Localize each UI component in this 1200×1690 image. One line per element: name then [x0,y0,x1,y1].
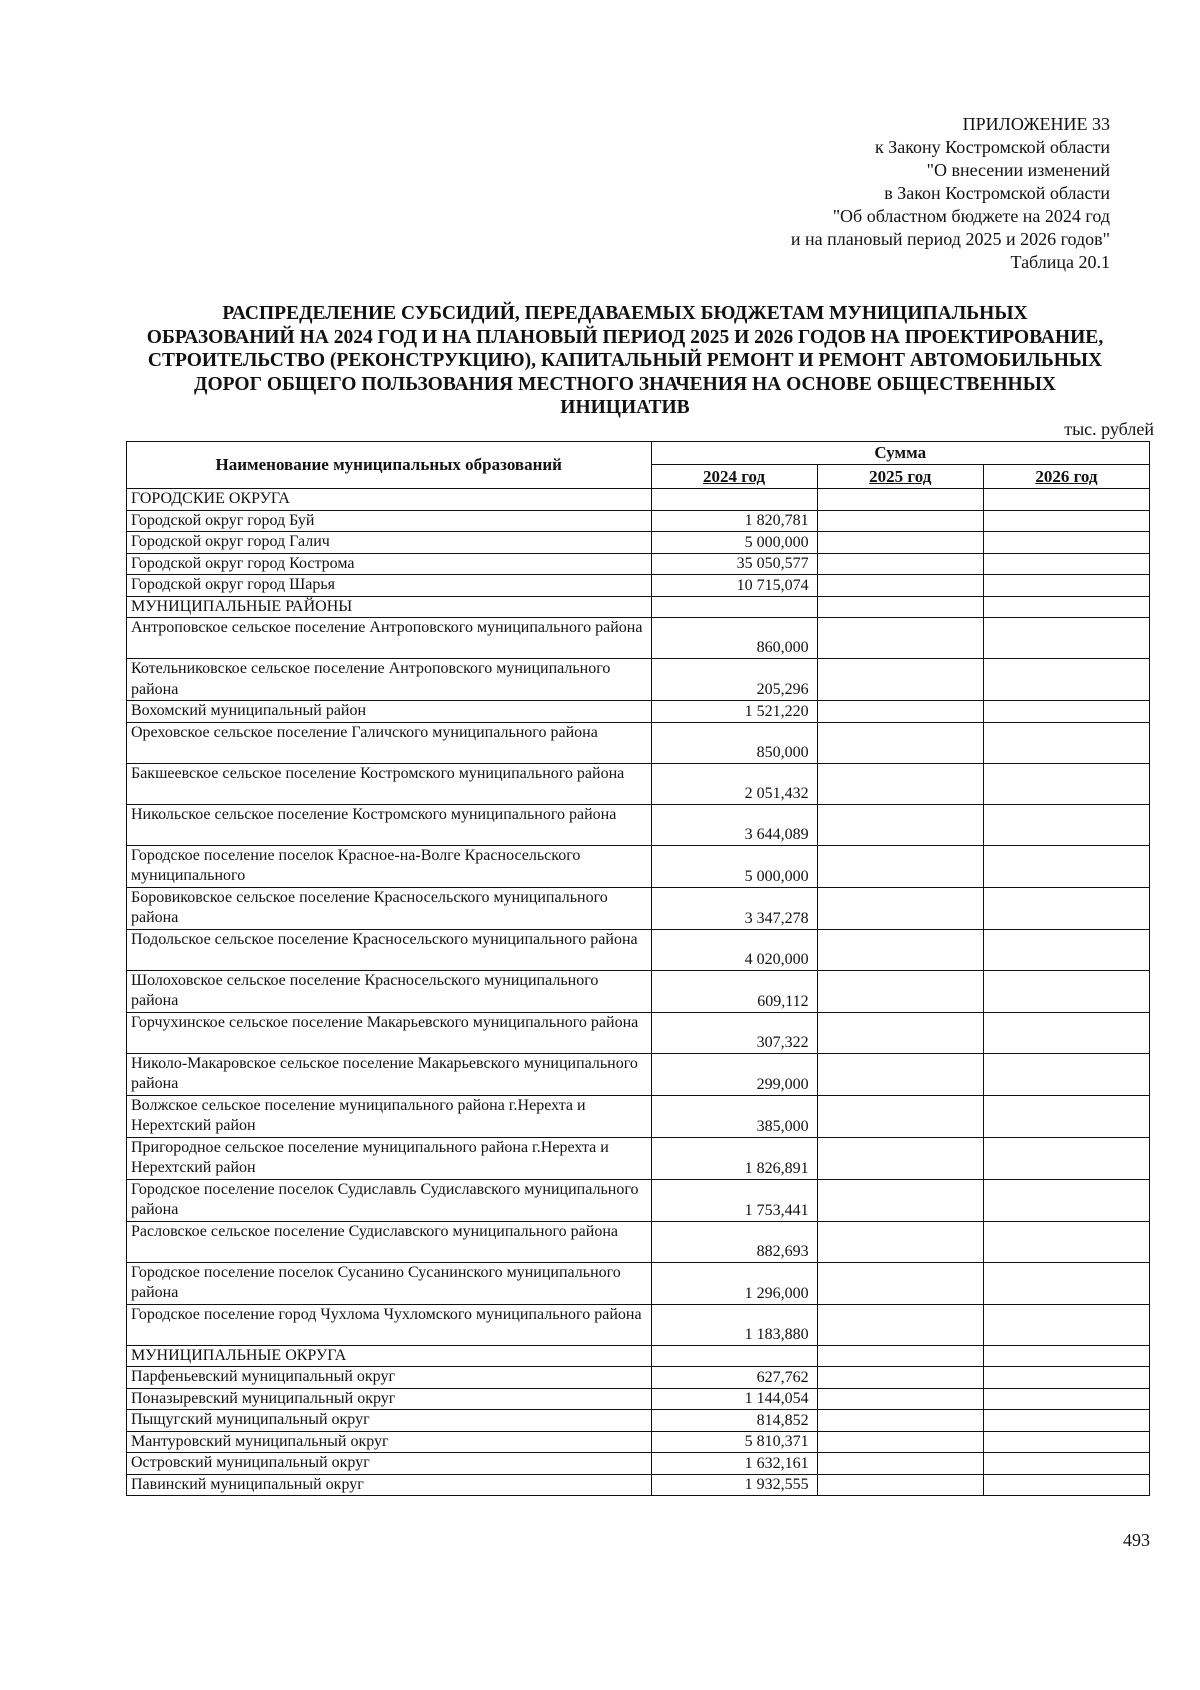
table-row [127,701,1150,723]
appendix-line: в Закон Костромской области [884,183,1110,203]
year-header-2026: 2026 год [983,465,1149,489]
title-line: ОБРАЗОВАНИЙ НА 2024 ГОД И НА ПЛАНОВЫЙ ПЕРИОД 2025 И 2026 ГОДОВ НА ПРОЕКТИРОВАНИЕ, [146,326,1104,348]
amount-2025 [817,659,983,701]
amount-2025 [817,596,983,618]
municipality-name: Поназыревский муниципальный округ [127,1388,652,1410]
amount-2025 [817,1221,983,1262]
amount-2024: 1 521,220 [651,701,817,723]
amount-2026 [983,1474,1149,1496]
table-row [127,1474,1150,1496]
appendix-line: "О внесении изменений [926,160,1110,180]
amount-2026 [983,763,1149,804]
amount-2025 [817,1262,983,1304]
amount-2026 [983,618,1149,659]
municipality-name: Павинский муниципальный округ [127,1474,652,1496]
amount-2025 [817,1345,983,1367]
amount-2024: 609,112 [651,970,817,1012]
title-line: ИНИЦИАТИВ [560,397,690,418]
municipality-name: Городской округ город Галич [127,532,652,554]
amount-2026 [983,1431,1149,1453]
amount-2024: 627,762 [651,1367,817,1389]
municipality-name: Городское поселение поселок Судиславль Судиславского муниципального района [127,1179,652,1221]
table-row [127,1388,1150,1410]
amount-2025 [817,1453,983,1475]
table-number: Таблица 20.1 [1010,252,1110,272]
amount-2024 [651,596,817,618]
municipality-name: Ореховское сельское поселение Галичского муниципального района [127,722,652,763]
amount-2024: 35 050,577 [651,553,817,575]
amount-2024 [651,1345,817,1367]
appendix-header [791,113,1110,274]
amount-2024: 385,000 [651,1095,817,1137]
table-row [127,1095,1150,1137]
municipality-name: Пригородное сельское поселение муниципального района г.Нерехта и Нерехтский район [127,1137,652,1179]
amount-2024: 1 932,555 [651,1474,817,1496]
subsidy-table [126,441,1150,1496]
amount-2026 [983,929,1149,970]
municipality-name: Волжское сельское поселение муниципального района г.Нерехта и Нерехтский район [127,1095,652,1137]
municipality-name: Николо-Макаровское сельское поселение Макарьевского муниципального района [127,1053,652,1095]
name-column-header: Наименование муниципальных образований [127,442,652,489]
municipality-name: Антроповское сельское поселение Антроповского муниципального района [127,618,652,659]
amount-2026 [983,596,1149,618]
sum-column-header: Сумма [651,442,1150,465]
amount-2025 [817,1304,983,1345]
table-body [127,489,1150,1496]
amount-2026 [983,1221,1149,1262]
municipality-name: Городское поселение поселок Сусанино Сусанинского муниципального района [127,1262,652,1304]
municipality-name: ГОРОДСКИЕ ОКРУГА [127,489,652,511]
amount-2024: 882,693 [651,1221,817,1262]
amount-2024: 10 715,074 [651,575,817,597]
municipality-name: Городской округ город Шарья [127,575,652,597]
amount-2025 [817,763,983,804]
amount-2026 [983,1388,1149,1410]
municipality-name: Островский муниципальный округ [127,1453,652,1475]
amount-2024: 1 632,161 [651,1453,817,1475]
table-row [127,532,1150,554]
table-row [127,1221,1150,1262]
amount-2024: 860,000 [651,618,817,659]
amount-2025 [817,845,983,887]
amount-2026 [983,532,1149,554]
amount-2025 [817,970,983,1012]
amount-2024: 1 144,054 [651,1388,817,1410]
amount-2025 [817,929,983,970]
amount-2025 [817,1179,983,1221]
table-row [127,929,1150,970]
table-row [127,553,1150,575]
amount-2025 [817,722,983,763]
municipality-name: Городское поселение город Чухлома Чухломского муниципального района [127,1304,652,1345]
amount-2024: 5 000,000 [651,845,817,887]
municipality-name: МУНИЦИПАЛЬНЫЕ ОКРУГА [127,1345,652,1367]
amount-2026 [983,1453,1149,1475]
municipality-name: Вохомский муниципальный район [127,701,652,723]
amount-2024: 2 051,432 [651,763,817,804]
amount-2025 [817,701,983,723]
amount-2026 [983,489,1149,511]
year-header-2024: 2024 год [651,465,817,489]
amount-2026 [983,1179,1149,1221]
amount-2025 [817,618,983,659]
table-row [127,575,1150,597]
municipality-name: МУНИЦИПАЛЬНЫЕ РАЙОНЫ [127,596,652,618]
amount-2026 [983,1345,1149,1367]
municipality-name: Боровиковское сельское поселение Красносельского муниципального района [127,887,652,929]
amount-2024: 850,000 [651,722,817,763]
amount-2026 [983,845,1149,887]
amount-2026 [983,659,1149,701]
amount-2024: 1 820,781 [651,510,817,532]
appendix-line: и на плановый период 2025 и 2026 годов" [790,229,1110,249]
municipality-name: Городской округ город Буй [127,510,652,532]
amount-2025 [817,1410,983,1432]
municipality-name: Никольское сельское поселение Костромского муниципального района [127,804,652,845]
municipality-name: Расловское сельское поселение Судиславского муниципального района [127,1221,652,1262]
amount-2025 [817,553,983,575]
table-row [127,970,1150,1012]
table-row [127,1345,1150,1367]
table-row [127,1304,1150,1345]
document-title [130,302,1120,420]
amount-2025 [817,510,983,532]
municipality-name: Мантуровский муниципальный округ [127,1431,652,1453]
amount-2026 [983,1304,1149,1345]
amount-2026 [983,722,1149,763]
amount-2026 [983,970,1149,1012]
title-line: СТРОИТЕЛЬСТВО (РЕКОНСТРУКЦИЮ), КАПИТАЛЬНЫЙ РЕМОНТ И РЕМОНТ АВТОМОБИЛЬНЫХ [147,350,1103,371]
table-row [127,1179,1150,1221]
amount-2026 [983,804,1149,845]
amount-2026 [983,701,1149,723]
amount-2024: 1 826,891 [651,1137,817,1179]
amount-2025 [817,1367,983,1389]
amount-2024: 3 644,089 [651,804,817,845]
table-row [127,1053,1150,1095]
table-row [127,1410,1150,1432]
municipality-name: Парфеньевский муниципальный округ [127,1367,652,1389]
table-row [127,1431,1150,1453]
municipality-name: Городское поселение поселок Красное-на-Волге Красносельского муниципального [127,845,652,887]
table-row [127,510,1150,532]
amount-2026 [983,1137,1149,1179]
amount-2025 [817,1474,983,1496]
table-row [127,804,1150,845]
amount-2025 [817,532,983,554]
amount-2026 [983,1095,1149,1137]
amount-2024: 205,296 [651,659,817,701]
amount-2026 [983,1012,1149,1053]
amount-2025 [817,1137,983,1179]
units-label: тыс. рублей [1064,419,1154,439]
title-line: РАСПРЕДЕЛЕНИЕ СУБСИДИЙ, ПЕРЕДАВАЕМЫХ БЮДЖЕТАМ МУНИЦИПАЛЬНЫХ [222,303,1028,324]
amount-2025 [817,1095,983,1137]
amount-2024: 5 000,000 [651,532,817,554]
municipality-name: Котельниковское сельское поселение Антроповского муниципального района [127,659,652,701]
table-row [127,722,1150,763]
municipality-name: Пыщугский муниципальный округ [127,1410,652,1432]
municipality-name: Шолоховское сельское поселение Красносельского муниципального района [127,970,652,1012]
amount-2026 [983,553,1149,575]
table-row [127,1453,1150,1475]
amount-2026 [983,575,1149,597]
amount-2024: 299,000 [651,1053,817,1095]
amount-2025 [817,489,983,511]
amount-2026 [983,887,1149,929]
table-row [127,1012,1150,1053]
amount-2024: 307,322 [651,1012,817,1053]
amount-2026 [983,1367,1149,1389]
municipality-name: Подольское сельское поселение Красносельского муниципального района [127,929,652,970]
amount-2024: 4 020,000 [651,929,817,970]
page-number: 493 [1123,1530,1150,1550]
title-line: ДОРОГ ОБЩЕГО ПОЛЬЗОВАНИЯ МЕСТНОГО ЗНАЧЕНИЯ НА ОСНОВЕ ОБЩЕСТВЕННЫХ [194,373,1056,395]
municipality-name: Горчухинское сельское поселение Макарьевского муниципального района [127,1012,652,1053]
table-row [127,1367,1150,1389]
amount-2024: 1 183,880 [651,1304,817,1345]
amount-2024: 1 753,441 [651,1179,817,1221]
municipality-name: Городской округ город Кострома [127,553,652,575]
amount-2025 [817,575,983,597]
year-header-2025: 2025 год [817,465,983,489]
amount-2025 [817,1388,983,1410]
amount-2024: 814,852 [651,1410,817,1432]
amount-2024: 3 347,278 [651,887,817,929]
amount-2025 [817,887,983,929]
amount-2024: 1 296,000 [651,1262,817,1304]
appendix-line: ПРИЛОЖЕНИЕ 33 [962,114,1110,134]
amount-2024: 5 810,371 [651,1431,817,1453]
appendix-line: к Закону Костромской области [874,137,1110,157]
table-row [127,596,1150,618]
table-row [127,1137,1150,1179]
amount-2025 [817,1431,983,1453]
table-row [127,618,1150,659]
amount-2026 [983,1410,1149,1432]
table-row [127,659,1150,701]
table-row [127,489,1150,511]
amount-2024 [651,489,817,511]
amount-2026 [983,1262,1149,1304]
appendix-line: "Об областном бюджете на 2024 год [832,206,1110,226]
amount-2025 [817,1012,983,1053]
municipality-name: Бакшеевское сельское поселение Костромского муниципального района [127,763,652,804]
table-row [127,887,1150,929]
amount-2026 [983,510,1149,532]
amount-2025 [817,804,983,845]
amount-2025 [817,1053,983,1095]
table-row [127,763,1150,804]
amount-2026 [983,1053,1149,1095]
table-row [127,1262,1150,1304]
table-row [127,845,1150,887]
